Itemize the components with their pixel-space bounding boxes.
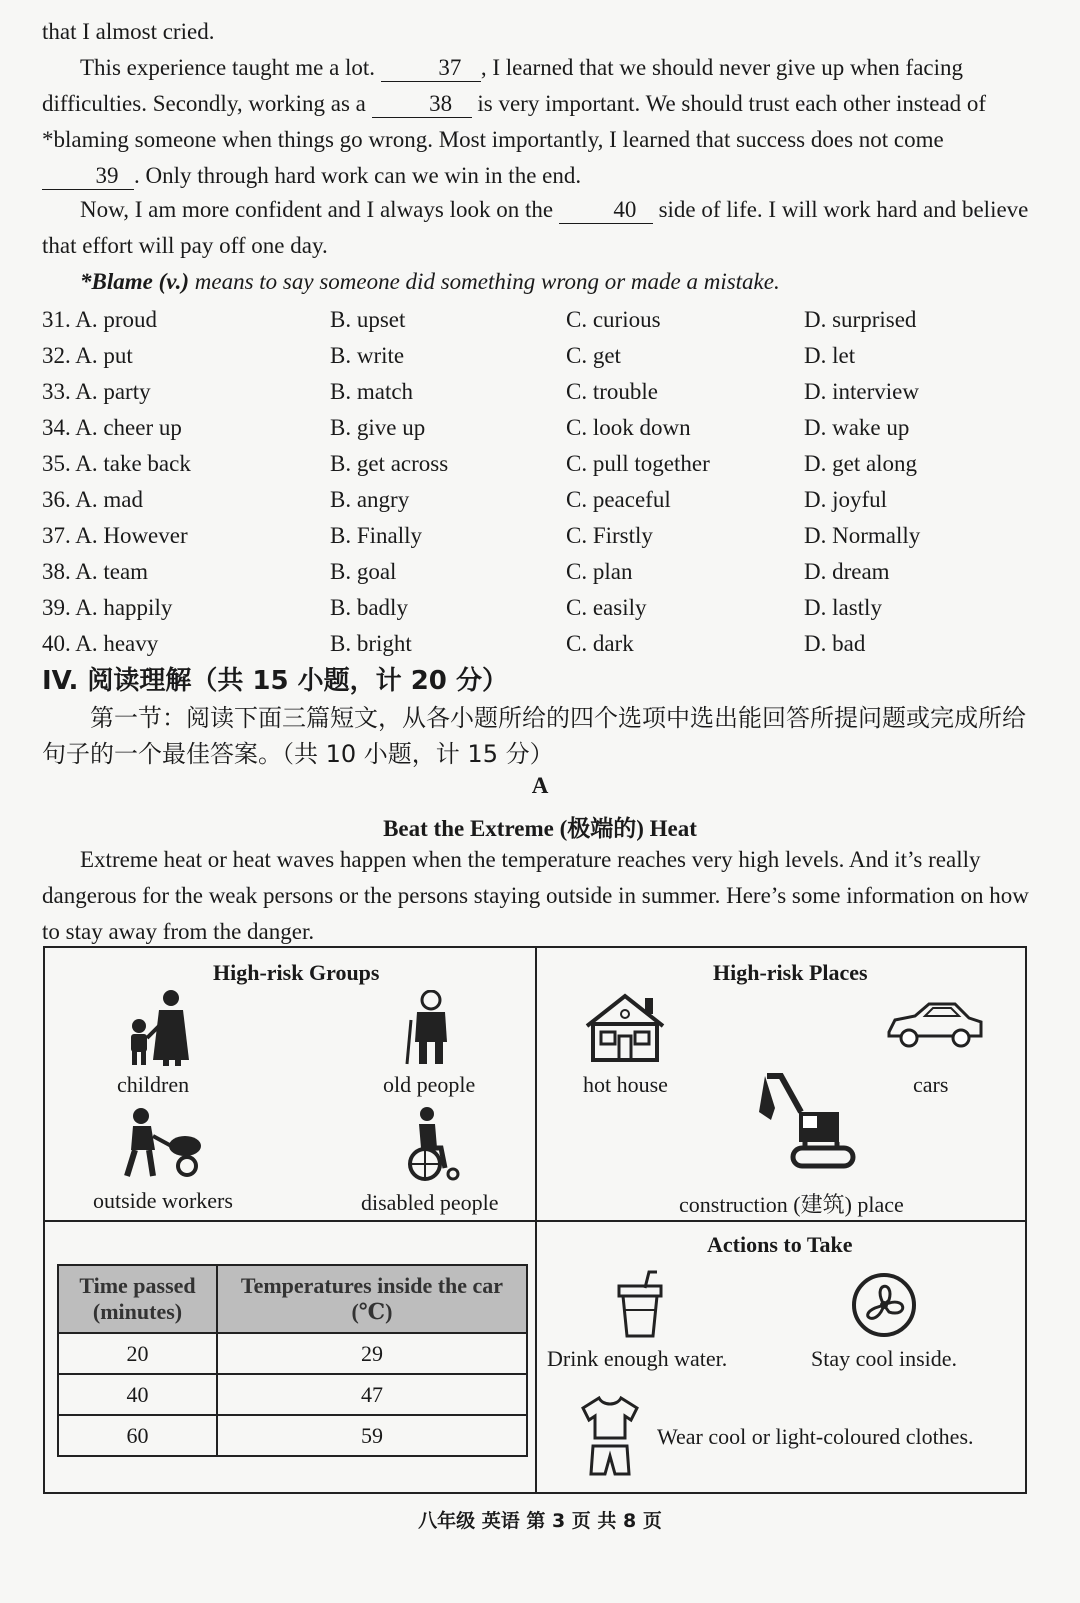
old-person-icon: [403, 990, 459, 1066]
option: 36. A. mad: [42, 487, 143, 512]
outside-worker-icon: [123, 1106, 203, 1180]
passage-text: that I almost cried.: [42, 19, 215, 44]
group-label: old people: [383, 1072, 476, 1097]
option: C. easily: [566, 595, 647, 620]
group-label: children: [117, 1072, 190, 1097]
option: C. curious: [566, 307, 661, 332]
fan-icon: [851, 1272, 917, 1338]
section-title: IV. 阅读理解（共 15 小题，计 20 分）: [42, 666, 508, 696]
excavator-icon: [753, 1072, 857, 1172]
option-row: [42, 410, 1032, 446]
option: C. Firstly: [566, 523, 653, 548]
option: 32. A. put: [42, 343, 133, 368]
blank-38: 38: [372, 91, 472, 118]
option: 31. A. proud: [42, 307, 157, 332]
option: B. match: [330, 379, 414, 404]
passage-intro: Extreme heat or heat waves happen when the temperature reaches very high levels. And it’s really dangerous for the weak persons or the persons staying outside in summer. Here’s some information on how to stay away from the danger.: [42, 847, 1029, 944]
option: 35. A. take back: [42, 451, 191, 476]
page-footer: 八年级 英语 第 3 页 共 8 页: [418, 1510, 662, 1532]
option-row: [42, 338, 1032, 374]
option: D. lastly: [804, 595, 882, 620]
passage-text: Now, I am more confident and I always look on the: [80, 197, 554, 222]
table-cell: 47: [217, 1374, 527, 1415]
section-instruction: 第一节：阅读下面三篇短文，从各小题所给的四个选项中选出能回答所提问题或完成所给句子的一个最佳答案。（共 10 小题，计 15 分）: [42, 704, 1026, 768]
passage-text: . Only through hard work can we win in the end.: [134, 163, 582, 188]
passage-paragraph-2: [42, 192, 1032, 264]
group-label: outside workers: [93, 1188, 233, 1213]
divider: [45, 1220, 1025, 1222]
option: C. trouble: [566, 379, 658, 404]
table-row: [58, 1374, 527, 1415]
option: D. Normally: [804, 523, 921, 548]
action-label: Stay cool inside.: [811, 1346, 958, 1371]
option: C. plan: [566, 559, 633, 584]
car-icon: [885, 998, 985, 1050]
passage-paragraph-1: [42, 50, 1032, 194]
option: 37. A. However: [42, 523, 188, 548]
option: B. bright: [330, 631, 412, 656]
place-label: construction (建筑) place: [679, 1192, 904, 1217]
option: B. upset: [330, 307, 406, 332]
passage-letter: A: [531, 773, 549, 798]
option: B. give up: [330, 415, 426, 440]
actions-heading: Actions to Take: [707, 1232, 853, 1257]
answer-options: [42, 302, 1032, 662]
option: D. wake up: [804, 415, 910, 440]
option-row: [42, 374, 1032, 410]
place-label: hot house: [583, 1072, 668, 1097]
blank-40: 40: [559, 197, 653, 224]
option: C. dark: [566, 631, 634, 656]
option: D. joyful: [804, 487, 888, 512]
table-row: [58, 1415, 527, 1456]
passage-text: , I learned that we should never give up when facing difficulties. Secondly, working as a: [42, 55, 964, 116]
table-header: Temperatures inside the car (℃): [217, 1265, 527, 1333]
option: 39. A. happily: [42, 595, 173, 620]
action-label: Wear cool or light-coloured clothes.: [657, 1424, 974, 1449]
footnote-text: means to say someone did something wrong or made a mistake.: [189, 269, 780, 294]
option-row: [42, 446, 1032, 482]
children-icon: [123, 988, 193, 1066]
option-row: [42, 554, 1032, 590]
option-row: [42, 518, 1032, 554]
table-row: [58, 1333, 527, 1374]
option: D. interview: [804, 379, 919, 404]
option-row: [42, 302, 1032, 338]
option: B. write: [330, 343, 405, 368]
footnote: [42, 264, 1032, 300]
infographic-box: [43, 946, 1027, 1494]
option: D. let: [804, 343, 856, 368]
table-cell: 29: [217, 1333, 527, 1374]
passage-line: [42, 14, 1032, 50]
option-row: [42, 590, 1032, 626]
cup-icon: [615, 1270, 665, 1340]
option: 38. A. team: [42, 559, 149, 584]
option: B. goal: [330, 559, 397, 584]
places-heading: High-risk Places: [713, 960, 868, 985]
option: B. badly: [330, 595, 408, 620]
option: 33. A. party: [42, 379, 151, 404]
car-temperature-table: [57, 1264, 528, 1457]
place-label: cars: [913, 1072, 949, 1097]
groups-heading: High-risk Groups: [213, 960, 380, 985]
table-cell: 20: [58, 1333, 217, 1374]
option: D. surprised: [804, 307, 917, 332]
table-header: Time passed (minutes): [58, 1265, 217, 1333]
footnote-term: *Blame (v.): [80, 269, 190, 294]
passage-text: This experience taught me a lot.: [80, 55, 376, 80]
table-cell: 40: [58, 1374, 217, 1415]
passage-text: is very important. We should trust each other instead of *blaming someone when things go wrong. Most importantly, I learned that success does not come: [42, 91, 987, 152]
wheelchair-icon: [401, 1106, 465, 1182]
table-cell: 60: [58, 1415, 217, 1456]
action-label: Drink enough water.: [547, 1346, 728, 1371]
passage-text: side of life. I will work hard and believe that effort will pay off one day.: [42, 197, 1029, 258]
table-cell: 59: [217, 1415, 527, 1456]
passage-title: Beat the Extreme (极端的) Heat: [383, 816, 697, 841]
option: C. get: [566, 343, 621, 368]
option: D. get along: [804, 451, 918, 476]
option: B. get across: [330, 451, 449, 476]
option-row: [42, 482, 1032, 518]
option: C. peaceful: [566, 487, 671, 512]
option: 34. A. cheer up: [42, 415, 182, 440]
option: C. look down: [566, 415, 691, 440]
option-row: [42, 626, 1032, 662]
option: D. bad: [804, 631, 866, 656]
option: B. Finally: [330, 523, 423, 548]
option: 40. A. heavy: [42, 631, 159, 656]
option: B. angry: [330, 487, 410, 512]
option: D. dream: [804, 559, 890, 584]
option: C. pull together: [566, 451, 710, 476]
house-icon: [583, 992, 667, 1064]
blank-37: 37: [381, 55, 481, 82]
group-label: disabled people: [361, 1190, 499, 1215]
clothes-icon: [579, 1394, 641, 1478]
blank-39: 39: [42, 163, 134, 190]
